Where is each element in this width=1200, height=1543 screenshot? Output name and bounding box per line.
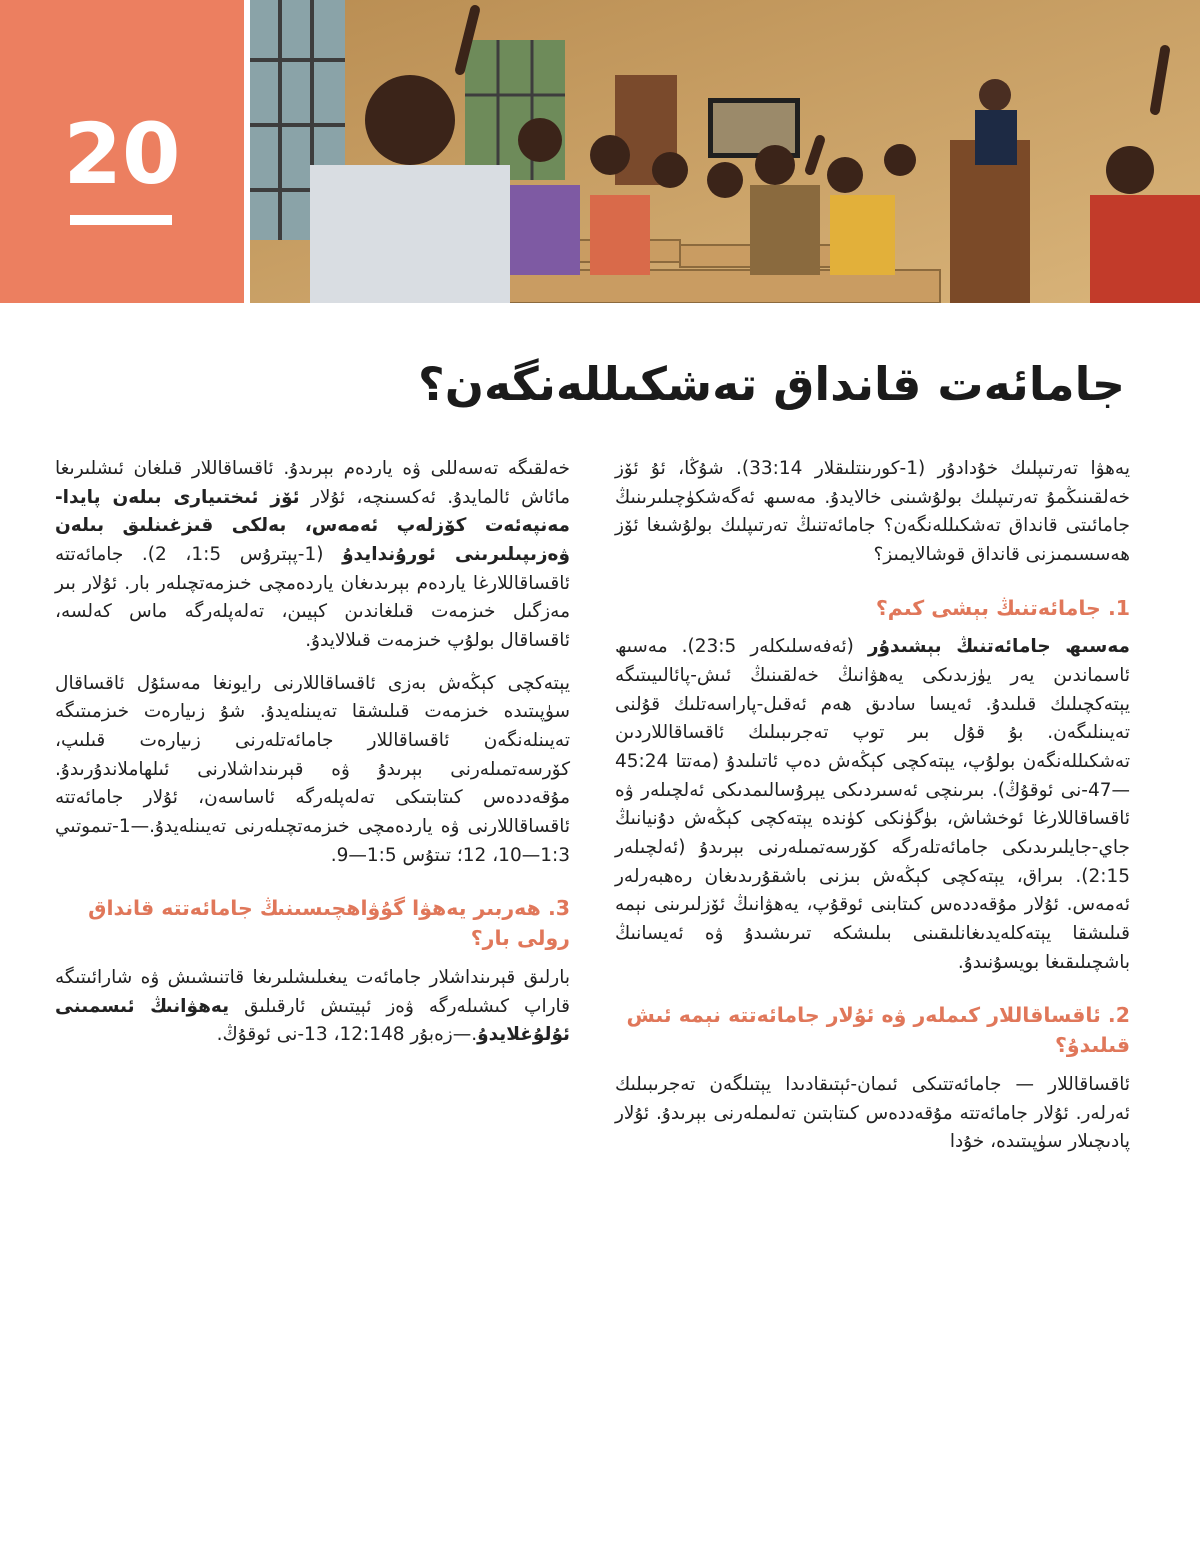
answer-1-text: (ئەفەسلىكلەر 23:5). مەسىھ ئاسماندىن يەر يۈزىدىكى يەھۋانىڭ خەلقىنىڭ ئىش-پائالىيىتىگە يېتەكچىلىك قىلىدۇ. ئەيسا سادىق ھەم ئەقىل-پاراسەتلىك قۇلنى تەيىنلىگەن. بۇ قۇل بىر توپ تەجرىبىلىك ئاقساقاللاردىن تەشكىللەنگەن بولۇپ، يېتەكچى كېڭەش دەپ ئاتىلىدۇ (مەتتا 45:24—47-نى ئوقۇڭ). بىرىنچى ئەسىردىكى يېرۇسالىمدىكى ئەلچىلەر ۋە ئاقساقاللارغا ئوخشاش، بۈگۈنكى كۈندە يېتەكچى كېڭەش دۇنيانىڭ جاي-جايلىرىدىكى جامائەتلەرگە كۆرسەتمىلەرنى بېرىدۇ (ئەلچىلەر 2:15). بىراق، يېتەكچى كېڭەش بىزنى باشقۇرىدىغان رەھبەرلەر ئەمەس. ئۇلار مۇقەددەس كىتابنى ئوقۇپ، يەھۋانىڭ ئۆزلىرىنى نېمە قىلىشقا يېتەكلەيدىغانلىقىنى بىلىشكە تىرىشىدۇ ۋە ئەيسانىڭ باشچىلىقىغا بويسۇنىدۇ.: [615, 636, 1130, 973]
answer-3-bold: يەھۋانىڭ ئىسمىنى ئۇلۇغلايدۇ: [55, 995, 570, 1046]
elders-text-a: خەلقىگە تەسەللى ۋە ياردەم بېرىدۇ. ئاقساقاللار قىلغان ئىشلىرىغا مائاش ئالمايدۇ. ئەكسىنچە، ئۇلار: [55, 458, 570, 508]
lesson-underline: [70, 215, 172, 225]
answer-3-text-a: بارلىق قېرىنداشلار جامائەت يىغىلىشلىرىغا قاتنىشىش ۋە شارائىتىگە قاراپ كىشىلەرگە ۋەز ئېيتىش ئارقىلىق: [55, 966, 570, 1017]
question-3-heading: 3. ھەربىر يەھۋا گۇۋاھچىسىنىڭ جامائەتتە قانداق رولى بار؟: [88, 896, 570, 951]
elders-text-b: (1-پېترۇس 1:5، 2). جامائەتتە ئاقساقاللارغا ياردەم بېرىدىغان ياردەمچى خىزمەتچىلەر بار. ئۇلار بىر مەزگىل خىزمەت قىلغاندىن كېيىن، تەلەپلەرگە ماس كەلسە، ئاقساقال بولۇپ خىزمەت قىلالايدۇ.: [55, 544, 570, 652]
intro-paragraph: يەھۋا تەرتىپلىك خۇدادۇر (1-كورىنتلىقلار 33:14). شۇڭا، ئۇ ئۆز خەلقىنىڭمۇ تەرتىپلىك بولۇشىنى خالايدۇ. مەسىھ ئەگەشكۈچىلىرىنىڭ جامائىتى قانداق تەشكىللەنگەن؟ جامائەتنىڭ تەرتىپلىك بولۇشىغا ئۆز ھەسسىمىزنى قانداق قوشالايمىز؟: [615, 458, 1130, 566]
lesson-number: 20: [63, 105, 181, 203]
answer-3-paragraph: [55, 964, 570, 1050]
right-column: [615, 455, 1130, 1171]
question-2-heading: 2. ئاقساقاللار كىملەر ۋە ئۇلار جامائەتتە نېمە ئىش قىلىدۇ؟: [626, 1003, 1130, 1058]
left-column: [55, 455, 570, 1064]
page-title: جامائەت قانداق تەشكىللەنگەن؟: [418, 357, 1125, 411]
lesson-number-box: [0, 0, 244, 303]
elders-bold: ئۆز ئىختىيارى بىلەن پايدا-مەنپەئەت كۆزلەپ ئەمەس، بەلكى قىزغىنلىق بىلەن ۋەزىپىلىرىنى ئورۇندايدۇ: [55, 486, 570, 566]
photo-illustration: [250, 0, 1200, 303]
question-1-heading: 1. جامائەتنىڭ بېشى كىم؟: [875, 595, 1130, 620]
answer-1-bold: مەسىھ جامائەتنىڭ بېشىدۇر: [867, 636, 1130, 658]
answer-1-paragraph: [615, 633, 1130, 977]
elders-paragraph: [55, 455, 570, 656]
answer-2-paragraph: ئاقساقاللار — جامائەتتىكى ئىمان-ئېتىقادىدا يېتىلگەن تەجرىبىلىك ئەرلەر. ئۇلار جامائەتتە مۇقەددەس كىتابتىن تەلىملەرنى بېرىدۇ. ئۇلار پادىچىلار سۈپىتىدە، خۇدا: [615, 1073, 1130, 1153]
governing-body-paragraph: يېتەكچى كېڭەش بەزى ئاقساقاللارنى رايونغا مەسئۇل ئاقساقال سۈپىتىدە خىزمەت قىلىشقا تەيىنلەيدۇ. شۇ زىيارەت خىزمىتىگە تەيىنلەنگەن ئاقساقاللار جامائەتلەرنى زىيارەت قىلىپ، كۆرسەتمىلەرنى بېرىدۇ ۋە قېرىنداشلارنى ئىلھاملاندۇرىدۇ. مۇقەددەس كىتابتىكى تەلەپلەرگە ئاساسەن، ئۇلار جامائەتتە ئاقساقاللارنى ۋە ياردەمچى خىزمەتچىلەرنى تەيىنلەيدۇ.—1-تىموتىي 1:3—10، 12؛ تىتۇس 1:5—9.: [55, 672, 570, 866]
answer-3-text-b: .—زەبۇر 12:148، 13-نى ئوقۇڭ.: [216, 1024, 478, 1046]
congregation-meeting-photo: [250, 0, 1200, 303]
